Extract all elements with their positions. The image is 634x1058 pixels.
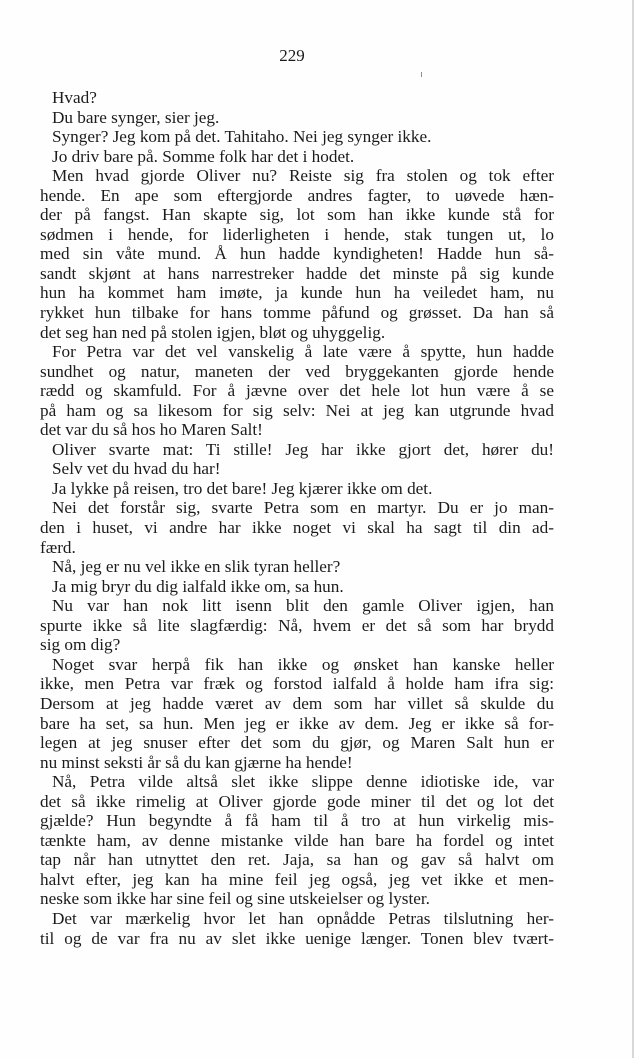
text-line: færd. — [40, 537, 76, 557]
text-line: Men hvad gjorde Oliver nu? Reiste sig fra stolen og tok efter — [52, 166, 554, 186]
text-line: med sin våte mund. Å hun hadde kyndigheten! Hadde hun så- — [40, 244, 554, 264]
text-line: det var du så hos ho Maren Salt! — [40, 420, 263, 440]
text-line: den i huset, vi andre har ikke noget vi skal ha sagt til din ad- — [40, 518, 554, 538]
text-line: Nu var han nok litt isenn blit den gamle Oliver igjen, han — [52, 596, 554, 616]
text-line: Synger? Jeg kom på det. Tahitaho. Nei jeg synger ikke. — [52, 127, 432, 147]
text-line: Nei det forstår sig, svarte Petra som en martyr. Du er jo man- — [52, 498, 554, 518]
text-line: hende. En ape som eftergjorde andres fagter, to uøvede hæn- — [40, 185, 554, 205]
text-line: Hvad? — [52, 88, 97, 107]
text-line: Ja mig bryr du dig ialfald ikke om, sa hun. — [52, 576, 344, 596]
page-number-text: 229 — [279, 46, 305, 65]
text-line: rædd og skamfuld. For å jævne over det hele lot hun være å se — [40, 381, 554, 401]
text-line: bare ha set, sa hun. Men jeg er ikke av dem. Jeg er ikke så for- — [40, 713, 554, 733]
text-line: det seg han ned på stolen igjen, bløt og uhyggelig. — [40, 322, 386, 342]
text-line: sundhet og natur, maneten der ved bryggekanten gjorde hende — [40, 361, 554, 381]
page-number — [0, 46, 634, 66]
text-line: Dersom at jeg hadde været av dem som har villet så skulde du — [40, 693, 554, 713]
text-line: sandt skjønt at hans narrestreker hadde det minste på sig kunde — [40, 263, 554, 283]
text-line: halvt efter, jeg kan ha mine feil jeg også, jeg vet ikke et men- — [40, 869, 554, 889]
text-line: til og de var fra nu av slet ikke uenige længer. Tonen blev tvært- — [40, 928, 554, 948]
text-line: sødmen i hende, for liderligheten i hende, stak tungen ut, lo — [40, 224, 554, 244]
text-line: Noget svar herpå fik han ikke og ønsket han kanske heller — [52, 654, 554, 674]
text-line: spurte ikke så lite slagfærdig: Nå, hvem er det så som har brydd — [40, 615, 554, 635]
text-line: Nå, jeg er nu vel ikke en slik tyran heller? — [52, 557, 341, 577]
text-line: sig om dig? — [40, 635, 121, 655]
text-line: Jo driv bare på. Somme folk har det i hodet. — [52, 146, 355, 166]
text-line: der på fangst. Han skapte sig, lot som han ikke kunde stå for — [40, 205, 554, 225]
text-line: Det var mærkelig hvor let han opnådde Petras tilslutning her- — [52, 908, 554, 928]
text-line: legen at jeg snuser efter det som du gjør, og Maren Salt hun er — [40, 733, 554, 753]
text-line: gjælde? Hun begyndte å få ham til å tro at hun virkelig mis- — [40, 811, 554, 831]
text-line: Selv vet du hvad du har! — [52, 459, 221, 479]
text-line: Du bare synger, sier jeg. — [52, 107, 220, 127]
text-line: nu minst seksti år så du kan gjærne ha hende! — [40, 752, 353, 772]
text-line: hun ha kommet ham imøte, ja kunde hun ha veiledet ham, nu — [40, 283, 554, 303]
text-line: tænkte ham, av denne mistanke vilde han bare ha fordel og intet — [40, 830, 554, 850]
text-line: For Petra var det vel vanskelig å late være å spytte, hun hadde — [52, 342, 554, 362]
text-line: Nå, Petra vilde altså slet ikke slippe denne idiotiske ide, var — [52, 772, 554, 792]
text-line: på ham og sa likesom for sig selv: Nei at jeg kan utgrunde hvad — [40, 400, 554, 420]
text-line: ikke, men Petra var fræk og forstod ialfald å holde ham ifra sig: — [40, 674, 554, 694]
text-line: rykket hun tilbake for hans tomme påfund og grøsset. Da han så — [40, 303, 554, 323]
text-line: Oliver svarte mat: Ti stille! Jeg har ikke gjort det, hører du! — [52, 439, 554, 459]
text-line: Ja lykke på reisen, tro det bare! Jeg kjærer ikke om det. — [52, 478, 433, 498]
text-line: det så ikke rimelig at Oliver gjorde gode miner til det og lot det — [40, 791, 554, 811]
text-line: tap når han utnyttet den ret. Jaja, sa han og gav så halvt om — [40, 850, 554, 870]
body-text — [40, 88, 554, 948]
ink-speck — [421, 72, 422, 77]
text-line: neske som ikke har sine feil og sine utskeielser og lyster. — [40, 889, 430, 909]
